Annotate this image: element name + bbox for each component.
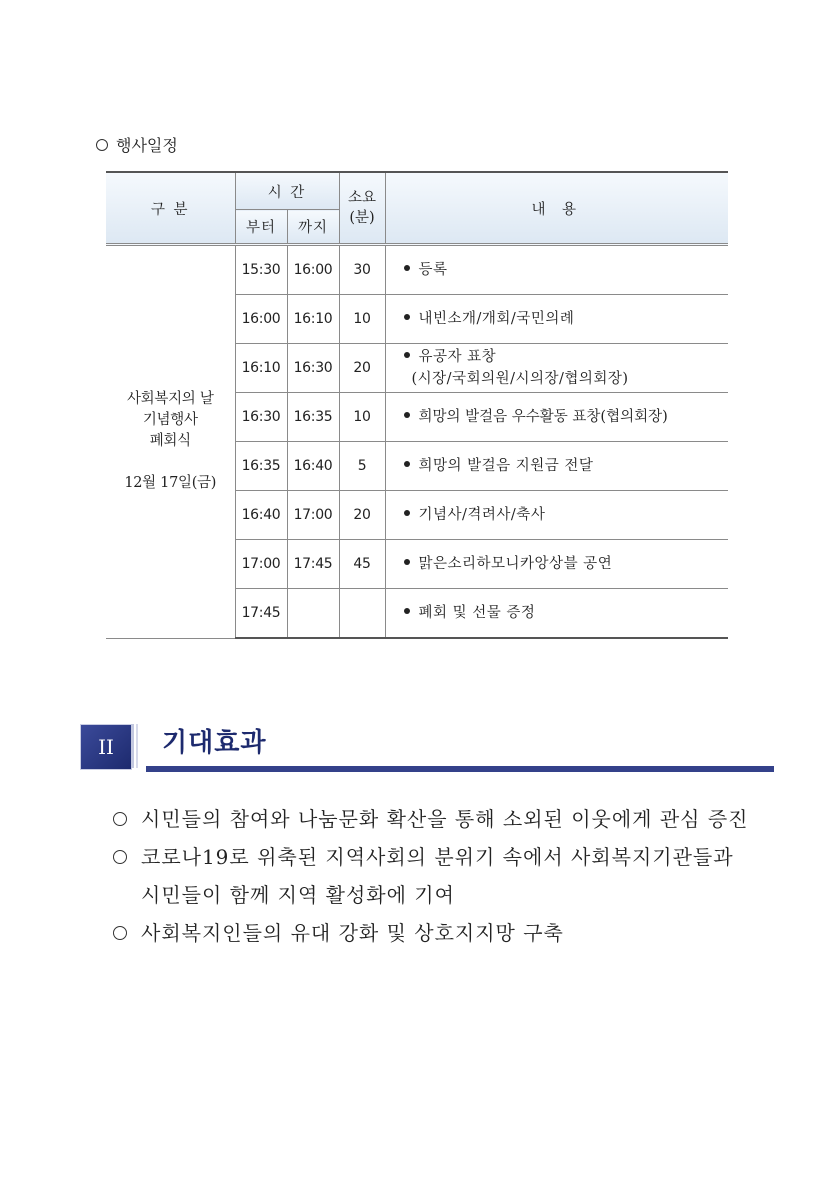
effect-text: 사회복지인들의 유대 강화 및 상호지지망 구축 bbox=[141, 921, 564, 945]
category-line1: 사회복지의 날 bbox=[126, 391, 214, 408]
circle-bullet-icon bbox=[113, 926, 127, 940]
row-end: 17:45 bbox=[287, 540, 339, 589]
effect-text: 코로나19로 위축된 지역사회의 분위기 속에서 사회복지기관들과 bbox=[141, 845, 734, 869]
row-start: 17:45 bbox=[235, 589, 287, 639]
section-underline bbox=[146, 766, 774, 772]
list-item bbox=[113, 914, 773, 952]
row-duration: 10 bbox=[339, 295, 385, 344]
row-content-text: 유공자 표창 bbox=[418, 349, 497, 365]
row-end: 16:30 bbox=[287, 344, 339, 393]
row-duration: 30 bbox=[339, 245, 385, 295]
table-row bbox=[106, 245, 728, 295]
row-start: 16:30 bbox=[235, 393, 287, 442]
bullet-dot-icon bbox=[404, 510, 410, 516]
circle-bullet-icon bbox=[113, 812, 127, 826]
row-end: 16:00 bbox=[287, 245, 339, 295]
row-end bbox=[287, 589, 339, 639]
header-duration: 소요 (분) bbox=[339, 172, 385, 245]
row-content-text: 내빈소개/개회/국민의례 bbox=[418, 311, 575, 327]
row-content bbox=[385, 393, 728, 442]
row-start: 16:10 bbox=[235, 344, 287, 393]
row-duration: 45 bbox=[339, 540, 385, 589]
row-content-text: 기념사/격려사/축사 bbox=[418, 507, 546, 523]
row-end: 16:40 bbox=[287, 442, 339, 491]
row-content bbox=[385, 491, 728, 540]
row-end: 16:35 bbox=[287, 393, 339, 442]
row-start: 16:00 bbox=[235, 295, 287, 344]
circle-bullet-icon bbox=[96, 139, 108, 151]
row-content bbox=[385, 295, 728, 344]
section-stripe bbox=[131, 724, 134, 768]
row-content-text: 희망의 발걸음 우수활동 표창(협의회장) bbox=[418, 409, 668, 425]
row-duration: 5 bbox=[339, 442, 385, 491]
schedule-heading bbox=[96, 133, 178, 156]
category-cell bbox=[106, 245, 235, 639]
schedule-table bbox=[106, 171, 728, 639]
row-end: 17:00 bbox=[287, 491, 339, 540]
category-line2: 기념행사 bbox=[142, 412, 198, 429]
table-header-row bbox=[106, 172, 728, 210]
row-duration: 20 bbox=[339, 344, 385, 393]
bullet-dot-icon bbox=[404, 461, 410, 467]
row-content-text: 등록 bbox=[418, 262, 448, 278]
bullet-dot-icon bbox=[404, 412, 410, 418]
header-content: 내 용 bbox=[385, 172, 728, 245]
row-content bbox=[385, 245, 728, 295]
effect-text: 시민들의 참여와 나눔문화 확산을 통해 소외된 이웃에게 관심 증진 bbox=[141, 807, 749, 831]
row-content-text: 폐회 및 선물 증정 bbox=[418, 605, 536, 621]
category-line3: 폐회식 bbox=[149, 433, 191, 450]
row-start: 16:35 bbox=[235, 442, 287, 491]
row-start: 17:00 bbox=[235, 540, 287, 589]
row-start: 16:40 bbox=[235, 491, 287, 540]
section-number-badge: II bbox=[80, 724, 132, 770]
category-date: 12월 17일(금) bbox=[124, 475, 217, 492]
row-start: 15:30 bbox=[235, 245, 287, 295]
header-start: 부터 bbox=[235, 210, 287, 245]
effects-list bbox=[113, 800, 773, 952]
row-content bbox=[385, 442, 728, 491]
row-content bbox=[385, 344, 728, 393]
section-stripe bbox=[136, 724, 138, 768]
list-item bbox=[113, 800, 773, 838]
row-content-text: 맑은소리하모니카앙상블 공연 bbox=[418, 556, 613, 572]
section-title: 기대효과 bbox=[162, 728, 267, 758]
circle-bullet-icon bbox=[113, 850, 127, 864]
effect-continuation: 시민들이 함께 지역 활성화에 기여 bbox=[141, 883, 455, 907]
row-content bbox=[385, 589, 728, 639]
bullet-dot-icon bbox=[404, 352, 410, 358]
bullet-dot-icon bbox=[404, 314, 410, 320]
row-duration: 10 bbox=[339, 393, 385, 442]
row-content-text: 희망의 발걸음 지원금 전달 bbox=[418, 458, 594, 474]
list-item bbox=[113, 838, 773, 876]
row-content-sub: (시장/국회의원/시의장/협의회장) bbox=[411, 371, 629, 387]
row-content bbox=[385, 540, 728, 589]
row-end: 16:10 bbox=[287, 295, 339, 344]
header-category: 구 분 bbox=[106, 172, 235, 245]
bullet-dot-icon bbox=[404, 559, 410, 565]
row-duration bbox=[339, 589, 385, 639]
schedule-heading-text: 행사일정 bbox=[116, 136, 178, 155]
bullet-dot-icon bbox=[404, 608, 410, 614]
row-duration: 20 bbox=[339, 491, 385, 540]
header-time: 시 간 bbox=[235, 172, 339, 210]
bullet-dot-icon bbox=[404, 265, 410, 271]
header-end: 까지 bbox=[287, 210, 339, 245]
